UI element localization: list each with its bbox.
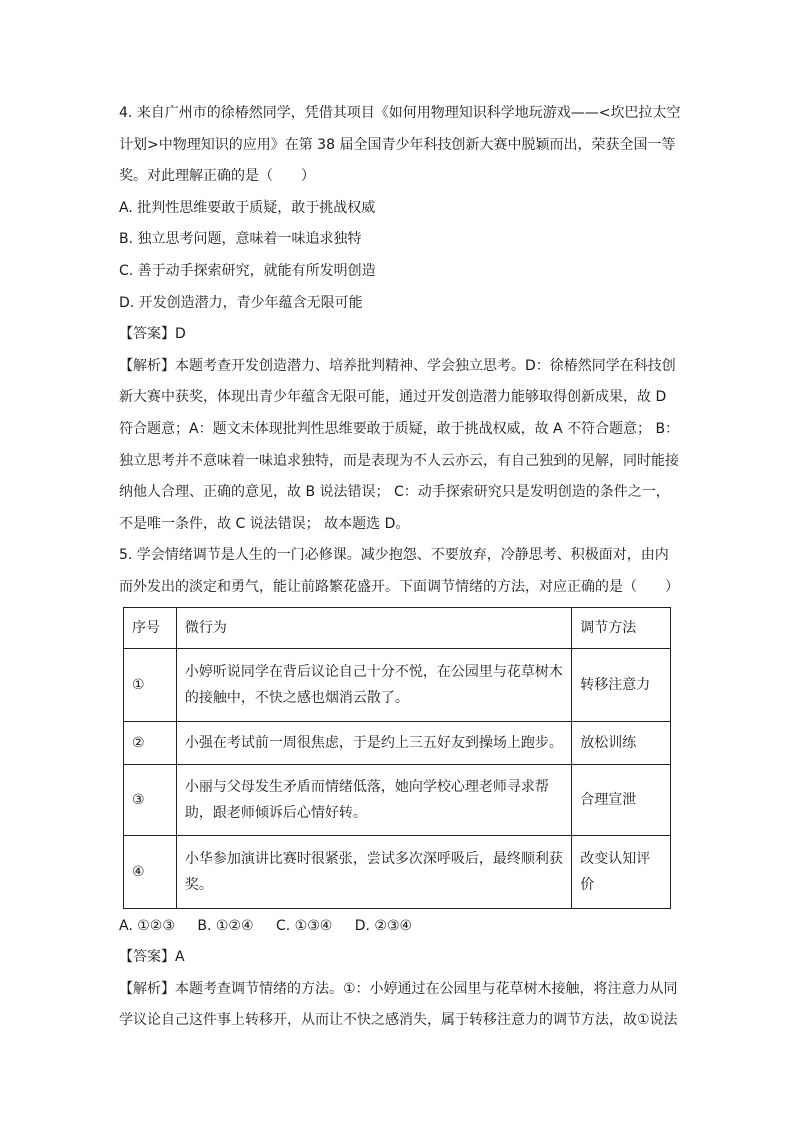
q4-analysis-line: 不是唯一条件，故 C 说法错误； 故本题选 D。 bbox=[119, 515, 410, 532]
q5-analysis-line: 学议论自己这件事上转移开，从而让不快之感消失，属于转移注意力的调节方法，故①说法 bbox=[119, 1012, 678, 1029]
q4-analysis-line: 新大赛中获奖，体现出青少年蕴含无限可能，通过开发创造潜力能够取得创新成果，故 D bbox=[119, 389, 667, 406]
question-5 bbox=[119, 540, 679, 1037]
table-row bbox=[124, 721, 671, 764]
q5-options bbox=[119, 911, 679, 943]
q4-analysis-line: 符合题意；A：题文未体现批判性思维要敢于质疑，敢于挑战权威，故 A 不符合题意； B： bbox=[119, 420, 680, 437]
header-number: 序号 bbox=[124, 607, 177, 648]
row-behavior: 小婷听说同学在背后议论自己十分不悦，在公园里与花草树木的接触中，不快之感也烟消云散了。 bbox=[176, 648, 571, 721]
q5-stem-line: 而外发出的淡定和勇气，能让前路繁花盛开。下面调节情绪的方法，对应正确的是（ ） bbox=[119, 578, 679, 595]
q4-stem-line: 计划>中物理知识的应用》在第 38 届全国青少年科技创新大赛中脱颖而出，荣获全国一等 bbox=[119, 136, 676, 153]
q4-option-d: D. 开发创造潜力，青少年蕴含无限可能 bbox=[119, 294, 363, 311]
q5-option-a: A. ①②③ bbox=[119, 917, 175, 934]
q5-option-c: C. ①③④ bbox=[275, 917, 333, 934]
row-number: ① bbox=[124, 648, 177, 721]
emotion-regulation-table bbox=[123, 607, 671, 909]
q4-option-b: B. 独立思考问题，意味着一味追求独特 bbox=[119, 231, 362, 248]
row-behavior: 小华参加演讲比赛时很紧张，尝试多次深呼吸后，最终顺利获奖。 bbox=[176, 835, 571, 908]
document-page bbox=[119, 98, 679, 1037]
q5-option-d: D. ②③④ bbox=[354, 917, 413, 934]
table-header-row bbox=[124, 607, 671, 648]
row-method: 合理宣泄 bbox=[572, 764, 671, 835]
q5-option-b: B. ①②④ bbox=[197, 917, 254, 934]
q4-stem-line: 4. 来自广州市的徐椿然同学，凭借其项目《如何用物理知识科学地玩游戏——<坎巴拉太空 bbox=[119, 105, 681, 121]
q4-analysis-line: 纳他人合理、正确的意见，故 B 说法错误； C：动手探索研究只是发明创造的条件之一， bbox=[119, 484, 670, 501]
table-row bbox=[124, 835, 671, 908]
row-method: 改变认知评价 bbox=[572, 835, 671, 908]
q4-option-a: A. 批判性思维要敢于质疑，敢于挑战权威 bbox=[119, 199, 376, 216]
header-behavior: 微行为 bbox=[176, 607, 571, 648]
header-method: 调节方法 bbox=[572, 607, 671, 648]
question-4 bbox=[119, 98, 679, 540]
row-behavior: 小丽与父母发生矛盾而情绪低落，她向学校心理老师寻求帮助，跟老师倾诉后心情好转。 bbox=[176, 764, 571, 835]
table-row bbox=[124, 648, 671, 721]
q5-answer: 【答案】A bbox=[119, 949, 185, 966]
row-method: 转移注意力 bbox=[572, 648, 671, 721]
row-behavior: 小强在考试前一周很焦虑，于是约上三五好友到操场上跑步。 bbox=[176, 721, 571, 764]
row-number: ③ bbox=[124, 764, 177, 835]
q5-stem-line: 5. 学会情绪调节是人生的一门必修课。减少抱怨、不要放弃，冷静思考、积极面对，由内 bbox=[119, 547, 669, 564]
row-method: 放松训练 bbox=[572, 721, 671, 764]
q4-answer: 【答案】D bbox=[119, 326, 186, 343]
q4-analysis-line: 【解析】本题考查开发创造潜力、培养批判精神、学会独立思考。D：徐椿然同学在科技创 bbox=[119, 357, 676, 374]
q5-analysis-line: 【解析】本题考查调节情绪的方法。①：小婷通过在公园里与花草树木接触，将注意力从同 bbox=[119, 980, 678, 997]
row-number: ② bbox=[124, 721, 177, 764]
q4-option-c: C. 善于动手探索研究，就能有所发明创造 bbox=[119, 262, 376, 279]
table-row bbox=[124, 764, 671, 835]
row-number: ④ bbox=[124, 835, 177, 908]
q4-analysis-line: 独立思考并不意味着一味追求独特，而是表现为不人云亦云，有自己独到的见解，同时能接 bbox=[119, 452, 679, 469]
q4-stem-line: 奖。对此理解正确的是（ ） bbox=[119, 168, 315, 185]
